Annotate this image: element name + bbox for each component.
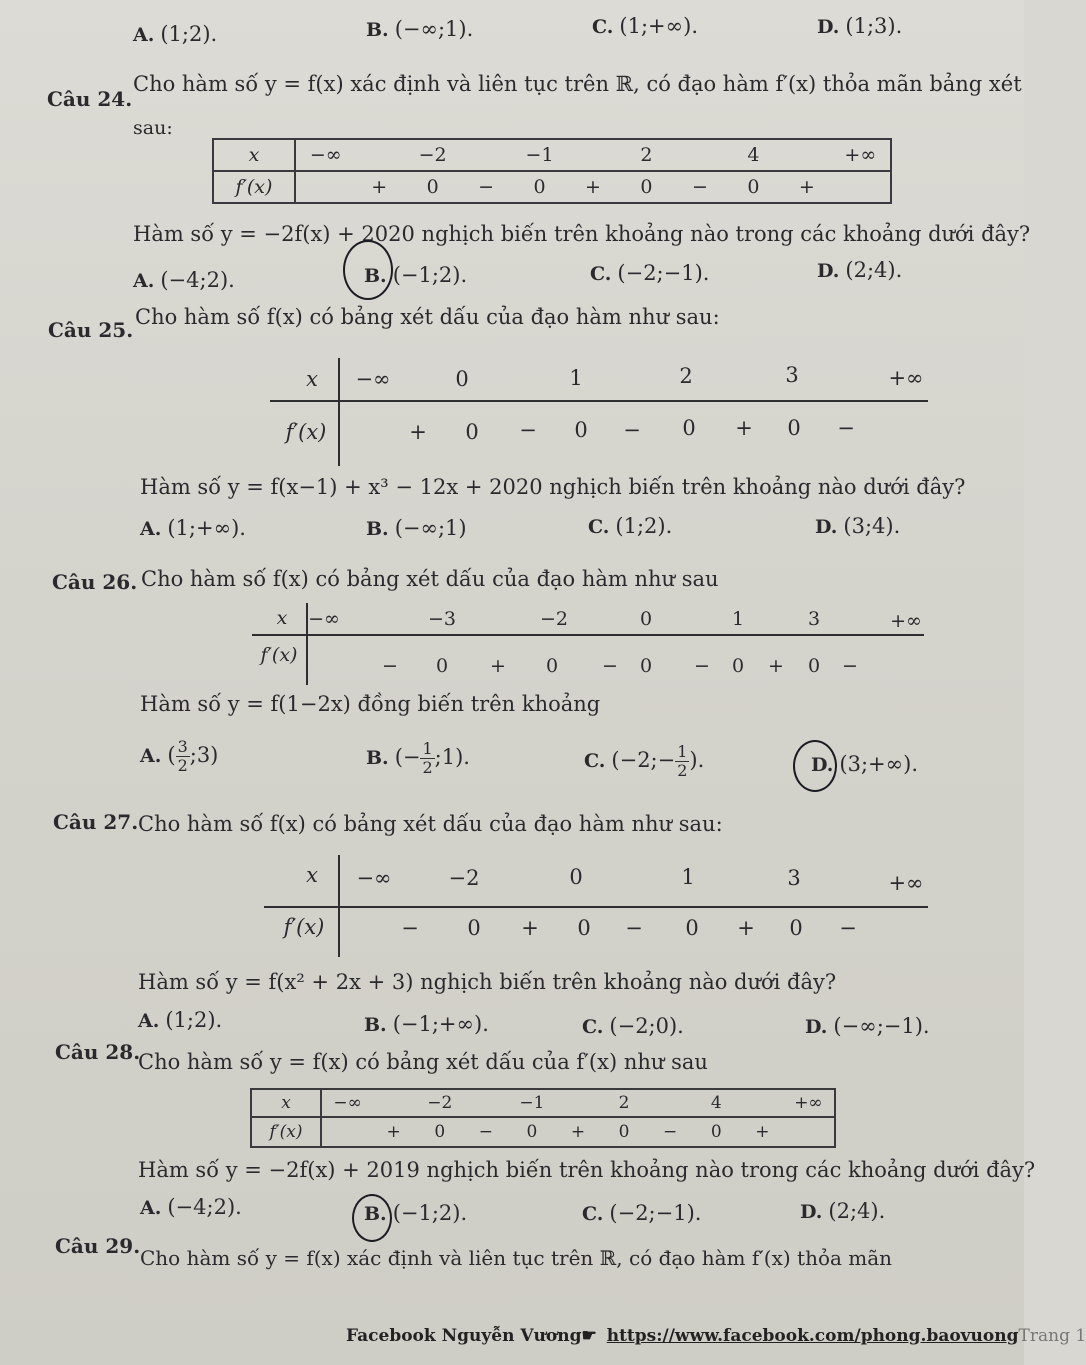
q27-option-b: B. (−1;+∞). (364, 1012, 489, 1036)
x-value: +∞ (890, 610, 922, 632)
table-hline (252, 634, 924, 636)
x-value: +∞ (794, 1093, 823, 1113)
sign: + (755, 1122, 770, 1142)
footer-link[interactable]: https://www.facebook.com/phong.baovuong (606, 1326, 1019, 1346)
q24-text: Cho hàm số y = f(x) xác định và liên tục trên ℝ, có đạo hàm f′(x) thỏa mãn bảng xét (133, 72, 1022, 96)
q29-text: Cho hàm số y = f(x) xác định và liên tục trên ℝ, có đạo hàm f′(x) thỏa mãn (140, 1246, 893, 1270)
sign: 0 (731, 655, 745, 677)
x-value: 1 (731, 608, 745, 630)
x-value: −∞ (356, 866, 392, 890)
x-value: −∞ (308, 608, 340, 630)
q24-answer-circle (343, 240, 393, 300)
q26-answer-circle (793, 740, 837, 792)
q25-option-c: C. (1;2). (588, 514, 673, 538)
sign: − (623, 418, 641, 442)
x-value: 3 (807, 608, 821, 630)
q25-label: Câu 25. (48, 318, 134, 342)
table-hline (270, 400, 928, 402)
q28-x-row (322, 1090, 834, 1116)
sign: − (401, 916, 419, 940)
sign: + (737, 916, 755, 940)
q28-sign-table (250, 1088, 836, 1148)
sign: − (842, 655, 858, 677)
x-value: 4 (747, 144, 760, 166)
sign: 0 (577, 916, 591, 940)
q28-option-d: D. (2;4). (800, 1199, 886, 1223)
x-value: 1 (569, 366, 583, 390)
sign: + (570, 1122, 586, 1142)
x-value: 4 (710, 1093, 722, 1113)
sign: + (386, 1122, 401, 1142)
sign: 0 (574, 418, 588, 442)
q24-text2: sau: (133, 117, 173, 139)
table-vline (338, 358, 340, 466)
q26-text: Cho hàm số f(x) có bảng xét dấu của đạo hàm như sau (141, 567, 719, 591)
q24-label: Câu 24. (47, 87, 133, 111)
q28-sign-row (322, 1118, 834, 1146)
sign: 0 (685, 916, 699, 940)
x-value: 3 (787, 866, 801, 890)
q24-option-c: C. (−2;−1). (590, 261, 710, 285)
x-value: 0 (455, 367, 469, 391)
x-value: +∞ (888, 366, 924, 390)
sign: 0 (467, 916, 481, 940)
sign: − (519, 418, 537, 442)
q24-question: Hàm số y = −2f(x) + 2020 nghịch biến trên khoảng nào trong các khoảng dưới đây? (133, 222, 1031, 246)
sign: + (490, 655, 506, 677)
x-value: −∞ (333, 1093, 362, 1113)
sign: 0 (640, 176, 653, 198)
x-value: −3 (427, 608, 457, 630)
x-value: 3 (785, 363, 799, 387)
sign: 0 (465, 420, 479, 444)
x-value: −2 (427, 1093, 453, 1113)
q28-answer-circle (352, 1194, 392, 1242)
x-value: 0 (569, 865, 583, 889)
fp-label: f′(x) (283, 915, 325, 939)
q26-option-b: B. (− $\frac{1}{2}$ ;1). (366, 739, 470, 777)
x-value: −2 (418, 144, 447, 166)
sign: 0 (426, 176, 439, 198)
x-value: −2 (539, 608, 569, 630)
sign: 0 (807, 655, 821, 677)
q26-option-d: D. (3;+∞). (811, 752, 919, 776)
x-label: x (306, 367, 318, 391)
q23-option-b: B. (−∞;1). (366, 17, 474, 41)
q25-option-a: A. (1;+∞). (140, 516, 246, 540)
sign: 0 (533, 176, 546, 198)
q24-sign-table (212, 138, 892, 204)
q28-fp-label: f′(x) (251, 1117, 321, 1147)
sign: + (585, 176, 601, 198)
x-value: 2 (618, 1093, 630, 1113)
sign: 0 (434, 1122, 446, 1142)
x-value: 2 (640, 144, 653, 166)
sign: − (663, 1122, 678, 1142)
x-label: x (306, 863, 318, 887)
sign: 0 (618, 1122, 630, 1142)
sign: − (839, 916, 857, 940)
sign: − (837, 416, 855, 440)
q28-label: Câu 28. (55, 1040, 141, 1064)
q26-option-c: C. (−2;− $\frac{1}{2}$ ). (584, 742, 705, 780)
q23-option-c: C. (1;+∞). (592, 14, 698, 38)
sign: + (521, 916, 539, 940)
table-vline (338, 855, 340, 957)
q25-option-b: B. (−∞;1) (366, 516, 467, 540)
x-value: −1 (519, 1093, 545, 1113)
q26-label: Câu 26. (52, 570, 138, 594)
sign: 0 (526, 1122, 538, 1142)
sign: − (478, 1122, 493, 1142)
sign: 0 (682, 416, 696, 440)
x-value: 2 (679, 364, 693, 388)
q25-option-d: D. (3;4). (815, 514, 901, 538)
q26-sign-table (252, 603, 924, 685)
sign: − (478, 176, 495, 198)
q28-option-c: C. (−2;−1). (582, 1201, 702, 1225)
q25-question: Hàm số y = f(x−1) + x³ − 12x + 2020 nghịch biến trên khoảng nào dưới đây? (140, 475, 966, 499)
x-label: x (276, 607, 288, 629)
q23-option-a: A. (1;2). (133, 22, 218, 46)
q24-fp-label: f′(x) (213, 171, 295, 203)
sign: + (735, 416, 753, 440)
table-hline (264, 906, 928, 908)
q27-label: Câu 27. (53, 810, 139, 834)
q25-text: Cho hàm số f(x) có bảng xét dấu của đạo hàm như sau: (135, 305, 720, 329)
sign: 0 (787, 416, 801, 440)
sign: − (694, 655, 710, 677)
x-value: 0 (639, 608, 653, 630)
sign: − (382, 655, 398, 677)
x-value: −2 (448, 866, 480, 890)
sign: + (409, 420, 427, 444)
q24-x-row (296, 140, 890, 170)
x-value: −∞ (309, 144, 342, 166)
sign: 0 (789, 916, 803, 940)
sign: + (798, 176, 815, 198)
sign: 0 (639, 655, 653, 677)
q24-option-a: A. (−4;2). (133, 268, 235, 292)
footer-name: Facebook Nguyễn Vương☛ (346, 1326, 597, 1346)
q26-question: Hàm số y = f(1−2x) đồng biến trên khoảng (140, 692, 601, 716)
sign: + (768, 655, 784, 677)
sign: 0 (545, 655, 559, 677)
sign: 0 (747, 176, 760, 198)
q27-option-c: C. (−2;0). (582, 1014, 684, 1038)
x-value: −∞ (355, 367, 391, 391)
sign: − (625, 916, 643, 940)
x-value: 1 (681, 865, 695, 889)
q25-sign-table (270, 358, 928, 466)
q27-text: Cho hàm số f(x) có bảng xét dấu của đạo hàm như sau: (138, 812, 723, 836)
fp-label: f′(x) (285, 420, 327, 444)
q24-option-d: D. (2;4). (817, 258, 903, 282)
q28-question: Hàm số y = −2f(x) + 2019 nghịch biến trên khoảng nào trong các khoảng dưới đây? (138, 1158, 1036, 1182)
sign: + (371, 176, 388, 198)
q24-option-b: B. (−1;2). (364, 263, 468, 287)
q23-option-d: D. (1;3). (817, 14, 903, 38)
sign: 0 (435, 655, 449, 677)
sign: − (602, 655, 618, 677)
q27-question: Hàm số y = f(x² + 2x + 3) nghịch biến trên khoảng nào dưới đây? (138, 970, 837, 994)
q27-option-a: A. (1;2). (138, 1008, 223, 1032)
q28-option-a: A. (−4;2). (140, 1195, 242, 1219)
q26-option-a: A. ( $\frac{3}{2}$ ;3) (140, 737, 219, 775)
q27-option-d: D. (−∞;−1). (805, 1014, 930, 1038)
q29-label: Câu 29. (55, 1234, 141, 1258)
q24-sign-row (296, 172, 890, 202)
q28-x-label: x (251, 1089, 321, 1117)
x-value: +∞ (888, 871, 924, 895)
footer (346, 1326, 1086, 1346)
q28-option-b: B. (−1;2). (364, 1201, 468, 1225)
sign: 0 (710, 1122, 722, 1142)
sign: − (691, 176, 708, 198)
fp-label: f′(x) (260, 644, 298, 666)
q28-text: Cho hàm số y = f(x) có bảng xét dấu của f′(x) như sau (138, 1050, 708, 1074)
x-value: +∞ (844, 144, 877, 166)
page-number: Trang 1 (1018, 1326, 1086, 1346)
x-value: −1 (525, 144, 554, 166)
q24-x-label: x (213, 139, 295, 171)
q27-sign-table (264, 855, 928, 957)
